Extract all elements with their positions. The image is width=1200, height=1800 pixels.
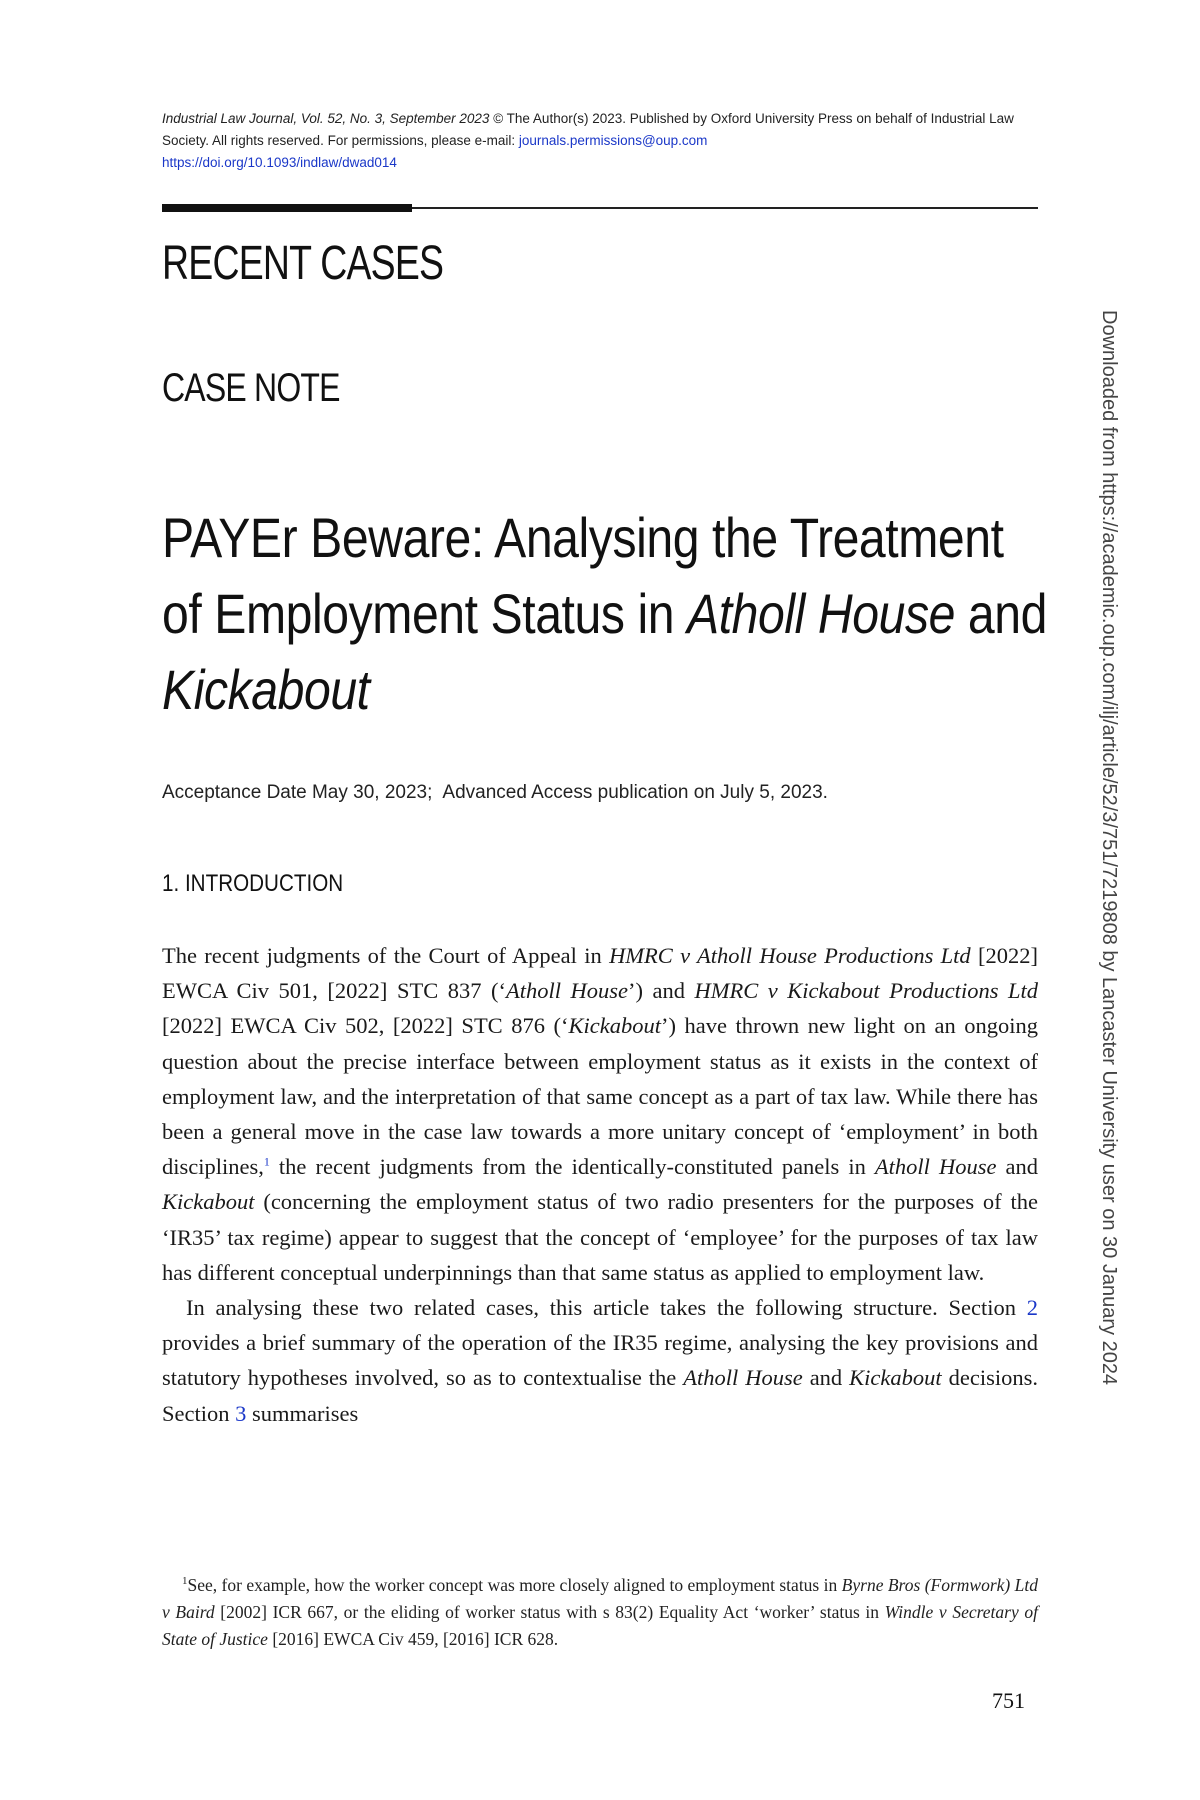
section-link[interactable]: 3	[235, 1400, 247, 1426]
case-name: Atholl House	[505, 978, 628, 1004]
body-text: ’) and	[628, 978, 695, 1004]
case-name: Kickabout	[849, 1365, 942, 1391]
download-watermark: Downloaded from https://academic.oup.com/ilj/article/52/3/751/7219808 by Lancaster University user on 30 January 2024	[1098, 310, 1120, 1386]
title-line-1: PAYEr Beware: Analysing the Treatment	[162, 506, 1004, 569]
acceptance-dates	[162, 782, 828, 804]
body-text: and	[802, 1365, 850, 1391]
body-text: and	[996, 1154, 1038, 1180]
body-text: The recent judgments of the Court of Appeal in	[162, 943, 610, 968]
section-label: RECENT CASES	[162, 237, 444, 290]
journal-citation-header	[162, 108, 1038, 174]
title-case-name: Kickabout	[162, 658, 370, 721]
case-name: Kickabout	[568, 1013, 661, 1039]
header-accent-bar	[162, 204, 412, 212]
citation-journal: Industrial Law Journal, Vol. 52, No. 3, September 2023	[162, 111, 490, 126]
case-name: Atholl House	[683, 1365, 803, 1391]
acceptance-date: Acceptance Date May 30, 2023;	[162, 782, 433, 803]
doi-link[interactable]: https://doi.org/10.1093/indlaw/dwad014	[162, 155, 397, 170]
footnote-text: See, for example, how the worker concept was more closely aligned to employment status in	[187, 1575, 842, 1595]
case-name: Windle v Secretary of State of Justice	[162, 1602, 1038, 1649]
case-name: HMRC v Atholl House Productions Ltd	[609, 943, 971, 968]
body-text: In analysing these two related cases, this article takes the following structure. Section	[186, 1295, 1027, 1321]
case-name: Kickabout	[162, 1189, 255, 1215]
body-text: (concerning the employment status of two radio presenters for the purposes of the ‘IR35’ tax regime) appear to suggest that the concept of ‘employee’ for the purposes of tax law has different conceptual underpinnings than that same status as applied to employment law.	[162, 1189, 1038, 1285]
paragraph	[162, 938, 1038, 1290]
body-text: ’) have thrown new light on an ongoing question about the precise interface between employment status as it exists in the context of employment law, and the interpretation of that same concept as a part of tax law. While there has been a general move in the case law towards a more unitary concept of ‘employment’ in both disciplines,	[162, 1013, 1038, 1180]
footnote-number: 1	[182, 1575, 188, 1588]
title-text: of Employment Status in	[162, 582, 688, 645]
body-text: decisions. Section	[162, 1365, 1038, 1426]
footnote-text: [2002] ICR 667, or the eliding of worker status with s 83(2) Equality Act ‘worker’ status in	[214, 1602, 885, 1622]
advance-access-date: Advanced Access publication on July 5, 2023.	[442, 782, 828, 803]
footnote	[162, 1572, 1038, 1653]
article-body	[162, 938, 1038, 1431]
title-line-2	[162, 576, 1047, 652]
case-name: HMRC v Kickabout Productions Ltd	[694, 978, 1038, 1004]
body-text: the recent judgments from the identically-constituted panels in	[269, 1154, 875, 1180]
footnote-text: [2016] EWCA Civ 459, [2016] ICR 628.	[267, 1629, 559, 1649]
permissions-email-link[interactable]: journals.permissions@oup.com	[518, 133, 708, 148]
paragraph	[162, 1290, 1038, 1431]
article-title	[162, 500, 1047, 728]
footnote-ref[interactable]: 1	[263, 1154, 270, 1169]
case-name: Byrne Bros (Formwork) Ltd v Baird	[162, 1575, 1038, 1622]
body-text: [2022] EWCA Civ 501, [2022] STC 837 (‘	[162, 943, 1038, 1004]
body-text: [2022] EWCA Civ 502, [2022] STC 876 (‘	[162, 1013, 569, 1039]
subsection-label: CASE NOTE	[162, 366, 340, 410]
page-number: 751	[992, 1688, 1025, 1713]
title-text: and	[954, 582, 1047, 645]
citation-copyright: © The Author(s) 2023. Published by Oxford University Press on behalf of Industrial Law Society. All rights reserved. For permissions, please e-mail:	[162, 111, 1014, 148]
case-name: Atholl House	[874, 1154, 997, 1180]
section-link[interactable]: 2	[1026, 1295, 1038, 1321]
section-heading: 1. INTRODUCTION	[162, 870, 344, 897]
body-text: summarises	[246, 1400, 359, 1426]
title-line-3	[162, 652, 1022, 728]
title-case-name: Atholl House	[687, 582, 955, 645]
body-text: provides a brief summary of the operation of the IR35 regime, analysing the key provisions and statutory hypotheses involved, so as to contextualise the	[162, 1330, 1038, 1391]
